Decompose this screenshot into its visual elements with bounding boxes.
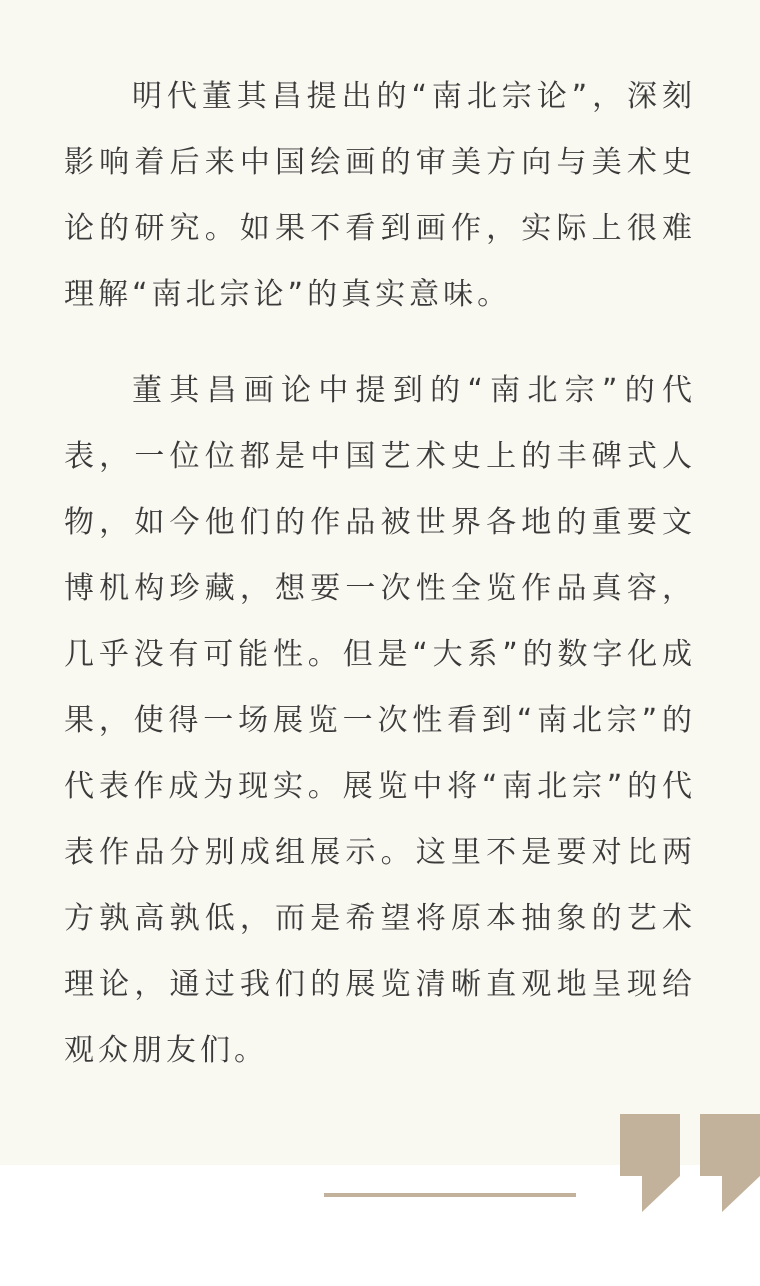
closing-quote-icon	[700, 1114, 760, 1212]
closing-quote-icon	[620, 1114, 680, 1212]
paragraph-1: 明代董其昌提出的“南北宗论”，深刻影响着后来中国绘画的审美方向与美术史论的研究。如果不看到画作，实际上很难理解“南北宗论”的真实意味。	[64, 79, 696, 312]
paragraph-2: 董其昌画论中提到的“南北宗”的代表，一位位都是中国艺术史上的丰碑式人物，如今他们的作品被世界各地的重要文博机构珍藏，想要一次性全览作品真容，几乎没有可能性。但是“大系”的数字化成果，使得一场展览一次性看到“南北宗”的代表作成为现实。展览中将“南北宗”的代表作品分别成组展示。这里不是要对比两方孰高孰低，而是希望将原本抽象的艺术理论，通过我们的展览清晰直观地呈现给观众朋友们。	[64, 373, 696, 1068]
divider-line	[324, 1193, 576, 1197]
article-body	[64, 64, 696, 1114]
